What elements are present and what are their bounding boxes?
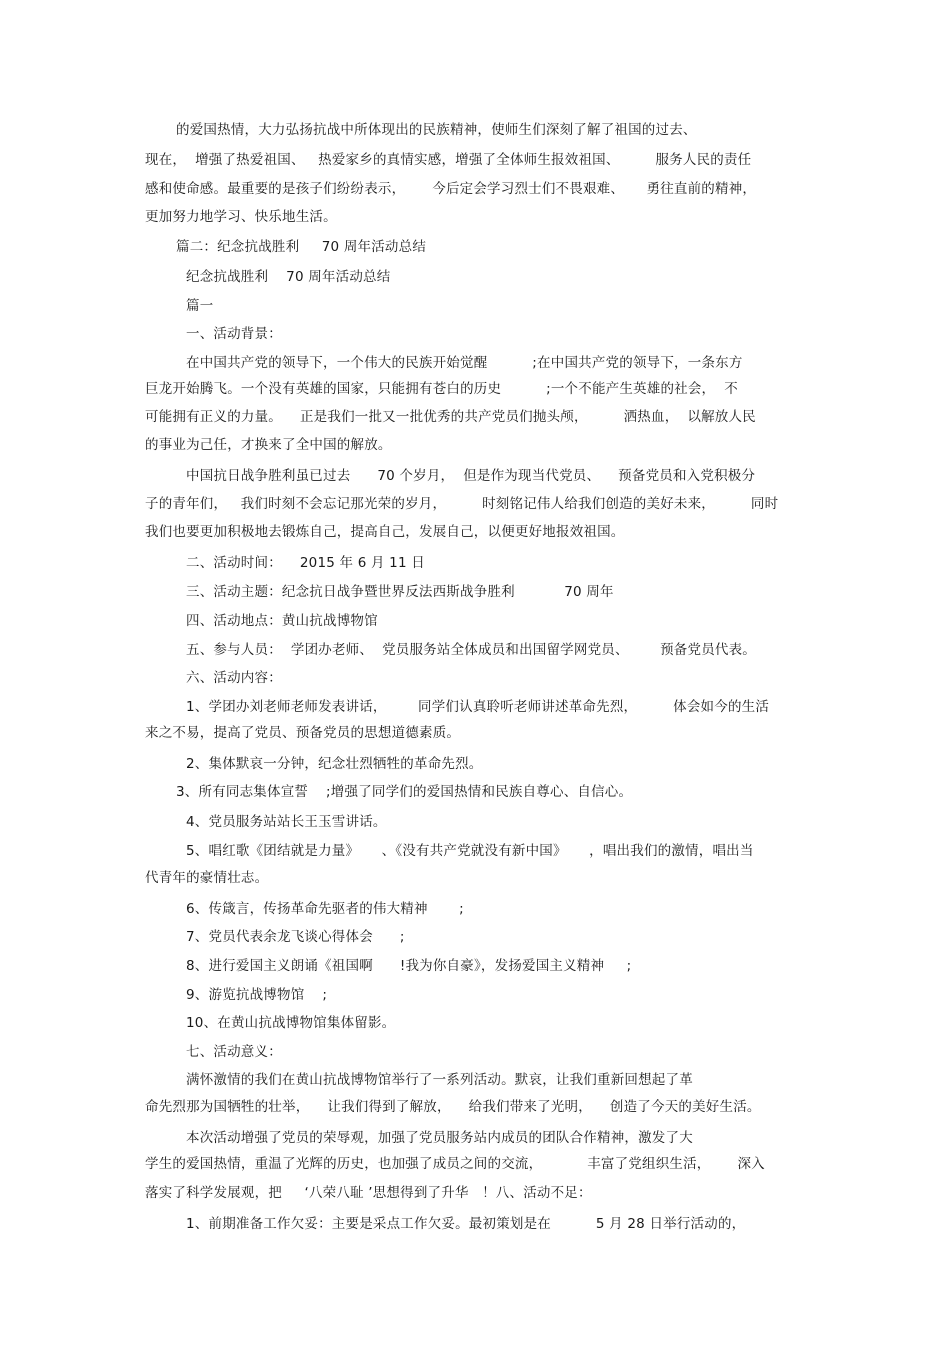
list-item: 3、所有同志集体宣誓 ;增强了同学们的爱国热情和民族自尊心、自信心。: [176, 784, 633, 800]
text-line: 中国抗日战争胜利虽已过去 70 个岁月， 但是作为现当代党员、 预备党员和入党积极分: [186, 468, 756, 484]
text-line: 更加努力地学习、快乐地生活。: [145, 209, 337, 225]
text-line: 来之不易，提高了党员、预备党员的思想道德素质。: [145, 725, 461, 741]
list-heading: 六、活动内容：: [186, 670, 282, 686]
text-line: 满怀激情的我们在黄山抗战博物馆举行了一系列活动。默哀，让我们重新回想起了革: [186, 1072, 693, 1088]
list-item: 1、学团办刘老师老师发表讲话， 同学们认真聆听老师讲述革命先烈， 体会如今的生活: [186, 699, 770, 715]
list-heading: 一、活动背景：: [186, 326, 282, 342]
text-line: 代青年的豪情壮志。: [145, 870, 269, 886]
text-line: 感和使命感。最重要的是孩子们纷纷表示， 今后定会学习烈士们不畏艰难、 勇往直前的精神，: [145, 181, 757, 197]
list-item: 1、前期准备工作欠妥：主要是采点工作欠妥。最初策划是在 5 月 28 日举行活动的，: [186, 1216, 746, 1232]
list-heading: 七、活动意义：: [186, 1044, 282, 1060]
list-item: 5、唱红歌《团结就是力量》 、《没有共产党就没有新中国》 ，唱出我们的激情，唱出当: [186, 843, 754, 859]
list-item: 2、集体默哀一分钟，纪念壮烈牺牲的革命先烈。: [186, 756, 483, 772]
text-line: 巨龙开始腾飞。一个没有英雄的国家，只能拥有苍白的历史 ;一个不能产生英雄的社会， 不: [145, 381, 738, 397]
list-item: 10、在黄山抗战博物馆集体留影。: [186, 1015, 396, 1031]
list-item: 9、游览抗战博物馆 ;: [186, 987, 328, 1003]
text-line: 本次活动增强了党员的荣辱观，加强了党员服务站内成员的团队合作精神，激发了大: [186, 1130, 693, 1146]
text-line: 在中国共产党的领导下，一个伟大的民族开始觉醒 ;在中国共产党的领导下，一条东方: [186, 355, 743, 371]
text-line: 我们也要更加积极地去锻炼自己，提高自己，发展自己，以便更好地报效祖国。: [145, 524, 625, 540]
list-item: 7、党员代表余龙飞谈心得体会 ;: [186, 929, 405, 945]
text-line: 命先烈那为国牺牲的壮举， 让我们得到了解放， 给我们带来了光明， 创造了今天的美好生活。: [145, 1099, 761, 1115]
list-item: 4、党员服务站站长王玉雪讲话。: [186, 814, 387, 830]
section-heading: 篇二：纪念抗战胜利 70 周年活动总结: [176, 239, 427, 255]
text-line: 落实了科学发展观，把 ‘八荣八耻 ’思想得到了升华 ！八、活动不足：: [145, 1185, 592, 1201]
list-item: 四、活动地点：黄山抗战博物馆: [186, 613, 378, 629]
text-line: 可能拥有正义的力量。 正是我们一批又一批优秀的共产党员们抛头颅， 洒热血， 以解放人民: [145, 409, 756, 425]
text-line: 篇一: [186, 298, 214, 314]
list-item: 8、进行爱国主义朗诵《祖国啊 !我为你自豪》，发扬爱国主义精神 ;: [186, 958, 632, 974]
section-title: 纪念抗战胜利 70 周年活动总结: [186, 269, 391, 285]
list-item: 6、传箴言，传扬革命先驱者的伟大精神 ;: [186, 901, 464, 917]
list-item: 二、活动时间： 2015 年 6 月 11 日: [186, 555, 425, 571]
text-line: 的爱国热情，大力弘扬抗战中所体现出的民族精神，使师生们深刻了解了祖国的过去、: [176, 122, 697, 138]
text-line: 子的青年们， 我们时刻不会忘记那光荣的岁月， 时刻铭记伟人给我们创造的美好未来， 同时: [145, 496, 779, 512]
list-item: 五、参与人员： 学团办老师、 党员服务站全体成员和出国留学网党员、 预备党员代表。: [186, 642, 757, 658]
list-item: 三、活动主题：纪念抗日战争暨世界反法西斯战争胜利 70 周年: [186, 584, 614, 600]
text-line: 现在， 增强了热爱祖国、 热爱家乡的真情实感，增强了全体师生报效祖国、 服务人民的责任: [145, 152, 752, 168]
text-line: 的事业为己任，才换来了全中国的解放。: [145, 437, 392, 453]
text-line: 学生的爱国热情，重温了光辉的历史，也加强了成员之间的交流， 丰富了党组织生活， 深入: [145, 1156, 765, 1172]
